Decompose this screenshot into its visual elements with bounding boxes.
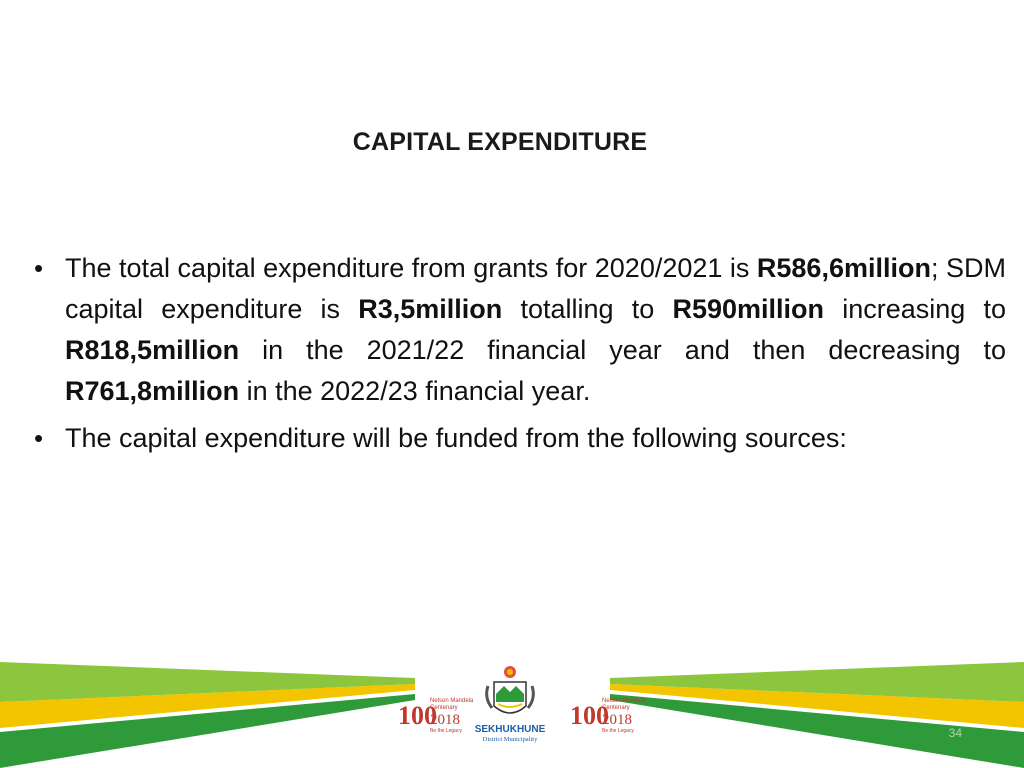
svg-text:Be the Legacy: Be the Legacy [430,728,462,734]
text-run: ; SDM capital expenditure is [65,253,1006,324]
svg-text:Nelson Mandela: Nelson Mandela [430,698,474,704]
text-run: The total capital expenditure from grants for 2020/2021 is [65,253,757,283]
text-run: in the 2022/23 financial year. [239,376,591,406]
grants-amount: R586,6million [756,253,931,283]
svg-text:Be the Legacy: Be the Legacy [602,728,634,734]
page-number: 34 [948,726,962,740]
bullet-icon: • [34,423,44,453]
sdm-amount: R3,5million [358,294,503,324]
total-amount: R590million [672,294,825,324]
svg-text:Nelson Mandela: Nelson Mandela [602,698,646,704]
centenary-number-right: 100 [570,701,609,730]
amount-2021-22: R818,5million [65,335,240,365]
text-run: increasing to [824,294,1006,324]
bullet-text [65,253,1006,406]
amount-2022-23: R761,8million [65,376,240,406]
logo-subtitle: District Municipality [482,736,538,743]
centenary-year-right: 2018 [602,712,632,728]
bullet-text: The capital expenditure will be funded from the following sources: [65,423,847,453]
centenary-number-left: 100 [398,701,437,730]
svg-text:Centenary: Centenary [602,705,630,711]
text-run: in the 2021/22 financial year and then decreasing to [239,335,1006,365]
bullet-list [34,248,1006,465]
bullet-icon: • [34,253,44,283]
slide-title: CAPITAL EXPENDITURE [352,128,648,156]
coat-of-arms [475,666,546,743]
centenary-year-left: 2018 [430,712,460,728]
logo-name: SEKHUKHUNE [474,724,546,735]
footer-logos [390,664,646,748]
text-run: totalling to [502,294,673,324]
logo-group [390,664,646,748]
svg-text:Centenary: Centenary [430,705,458,711]
centenary-logo-left [398,698,474,734]
bullet-item-total-capex [34,248,1006,412]
bullet-item-funding-sources [34,418,1006,459]
